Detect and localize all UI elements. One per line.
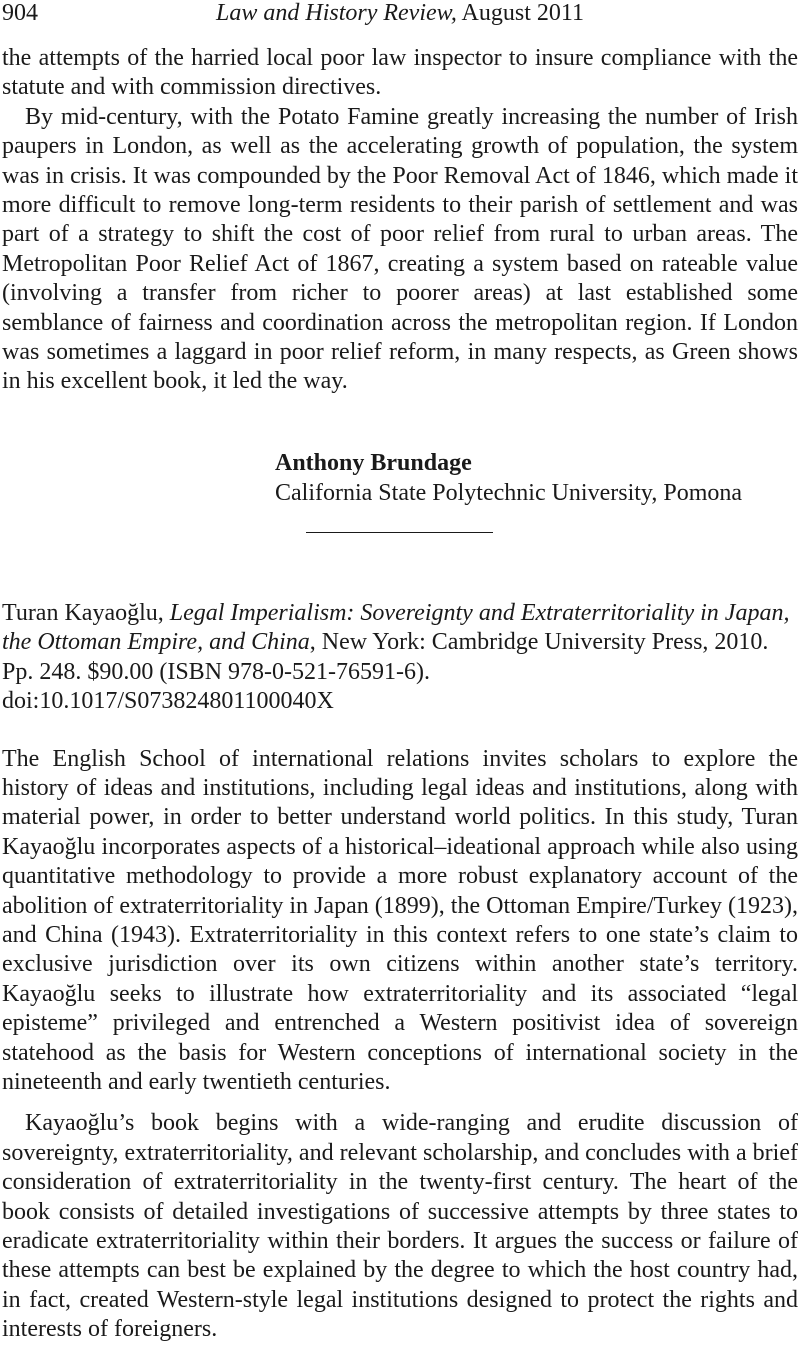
citation-book-title: Legal Imperialism: Sovereignty and Extraterritoriality in Japan, the Ottoman Empire, and China: [2, 599, 790, 656]
journal-page: [2, 0, 798, 1345]
citation-text: [2, 599, 798, 687]
reviewer-signature: [275, 448, 798, 508]
continued-paragraph: the attempts of the harried local poor law inspector to insure compliance with the statute and with commission directives.: [2, 45, 798, 101]
paragraph-poor-relief: By mid-century, with the Potato Famine greatly increasing the number of Irish paupers in London, as well as the accelerating growth of population, the system was in crisis. It was compounded by the Poor Removal Act of 1846, which made it more difficult to remove long-term residents to their parish of settlement and was part of a strategy to shift the cost of poor relief from rural to urban areas. The Metropolitan Poor Relief Act of 1867, creating a system based on rateable value (involving a transfer from richer to poorer areas) at last established some semblance of fairness and coordination across the metropolitan region. If London was sometimes a laggard in poor relief reform, in many respects, as Green shows in his excellent book, it led the way.: [2, 103, 798, 395]
journal-name: Law and History Review,: [216, 0, 457, 26]
reviewer-affiliation: California State Polytechnic University, Pomona: [275, 479, 743, 506]
citation-doi: doi:10.1017/S073824801100040X: [2, 688, 334, 715]
page-number: 904: [2, 0, 38, 26]
running-head: [2, 0, 798, 26]
section-divider: [306, 532, 493, 533]
book-citation: [2, 599, 798, 717]
citation-author: Turan Kayaoğlu,: [2, 599, 170, 626]
review-body: [2, 745, 798, 1345]
review-paragraph-1: The English School of international relations invites scholars to explore the history of ideas and institutions, including legal ideas and institutions, along with material power, in order to better understand world politics. In this study, Turan Kayaoğlu incorporates aspects of a historical–ideational approach while also using quantitative methodology to provide a more robust explanatory account of the abolition of extraterritoriality in Japan (1899), the Ottoman Empire/Turkey (1923), and China (1943). Extraterritoriality in this context refers to one state’s claim to exclusive jurisdiction over its own citizens within another state’s territory. Kayaoğlu seeks to illustrate how extraterritoriality and its associated “legal episteme” privileged and entrenched a Western positivist idea of sovereign statehood as the basis for Western conceptions of international society in the nineteenth and early twentieth centuries.: [2, 745, 798, 1095]
review-paragraph-2: Kayaoğlu’s book begins with a wide-ranging and erudite discussion of sovereignty, extraterritoriality, and relevant scholarship, and concludes with a brief consideration of extraterritoriality in the twenty-first century. The heart of the book consists of detailed investigations of successive attempts by three states to eradicate extraterritoriality within their borders. It argues the success or failure of these attempts can best be explained by the degree to which the host country had, in fact, created Western-style legal institutions designed to protect the rights and interests of foreigners.: [2, 1110, 798, 1343]
citation-publication: , New York: Cambridge University Press, 2010. Pp. 248. $90.00 (ISBN 978-0-521-76591-6).: [2, 629, 769, 685]
reviewer-name: Anthony Brundage: [275, 449, 472, 476]
journal-title: [2, 0, 798, 26]
journal-issue: August 2011: [456, 0, 584, 26]
